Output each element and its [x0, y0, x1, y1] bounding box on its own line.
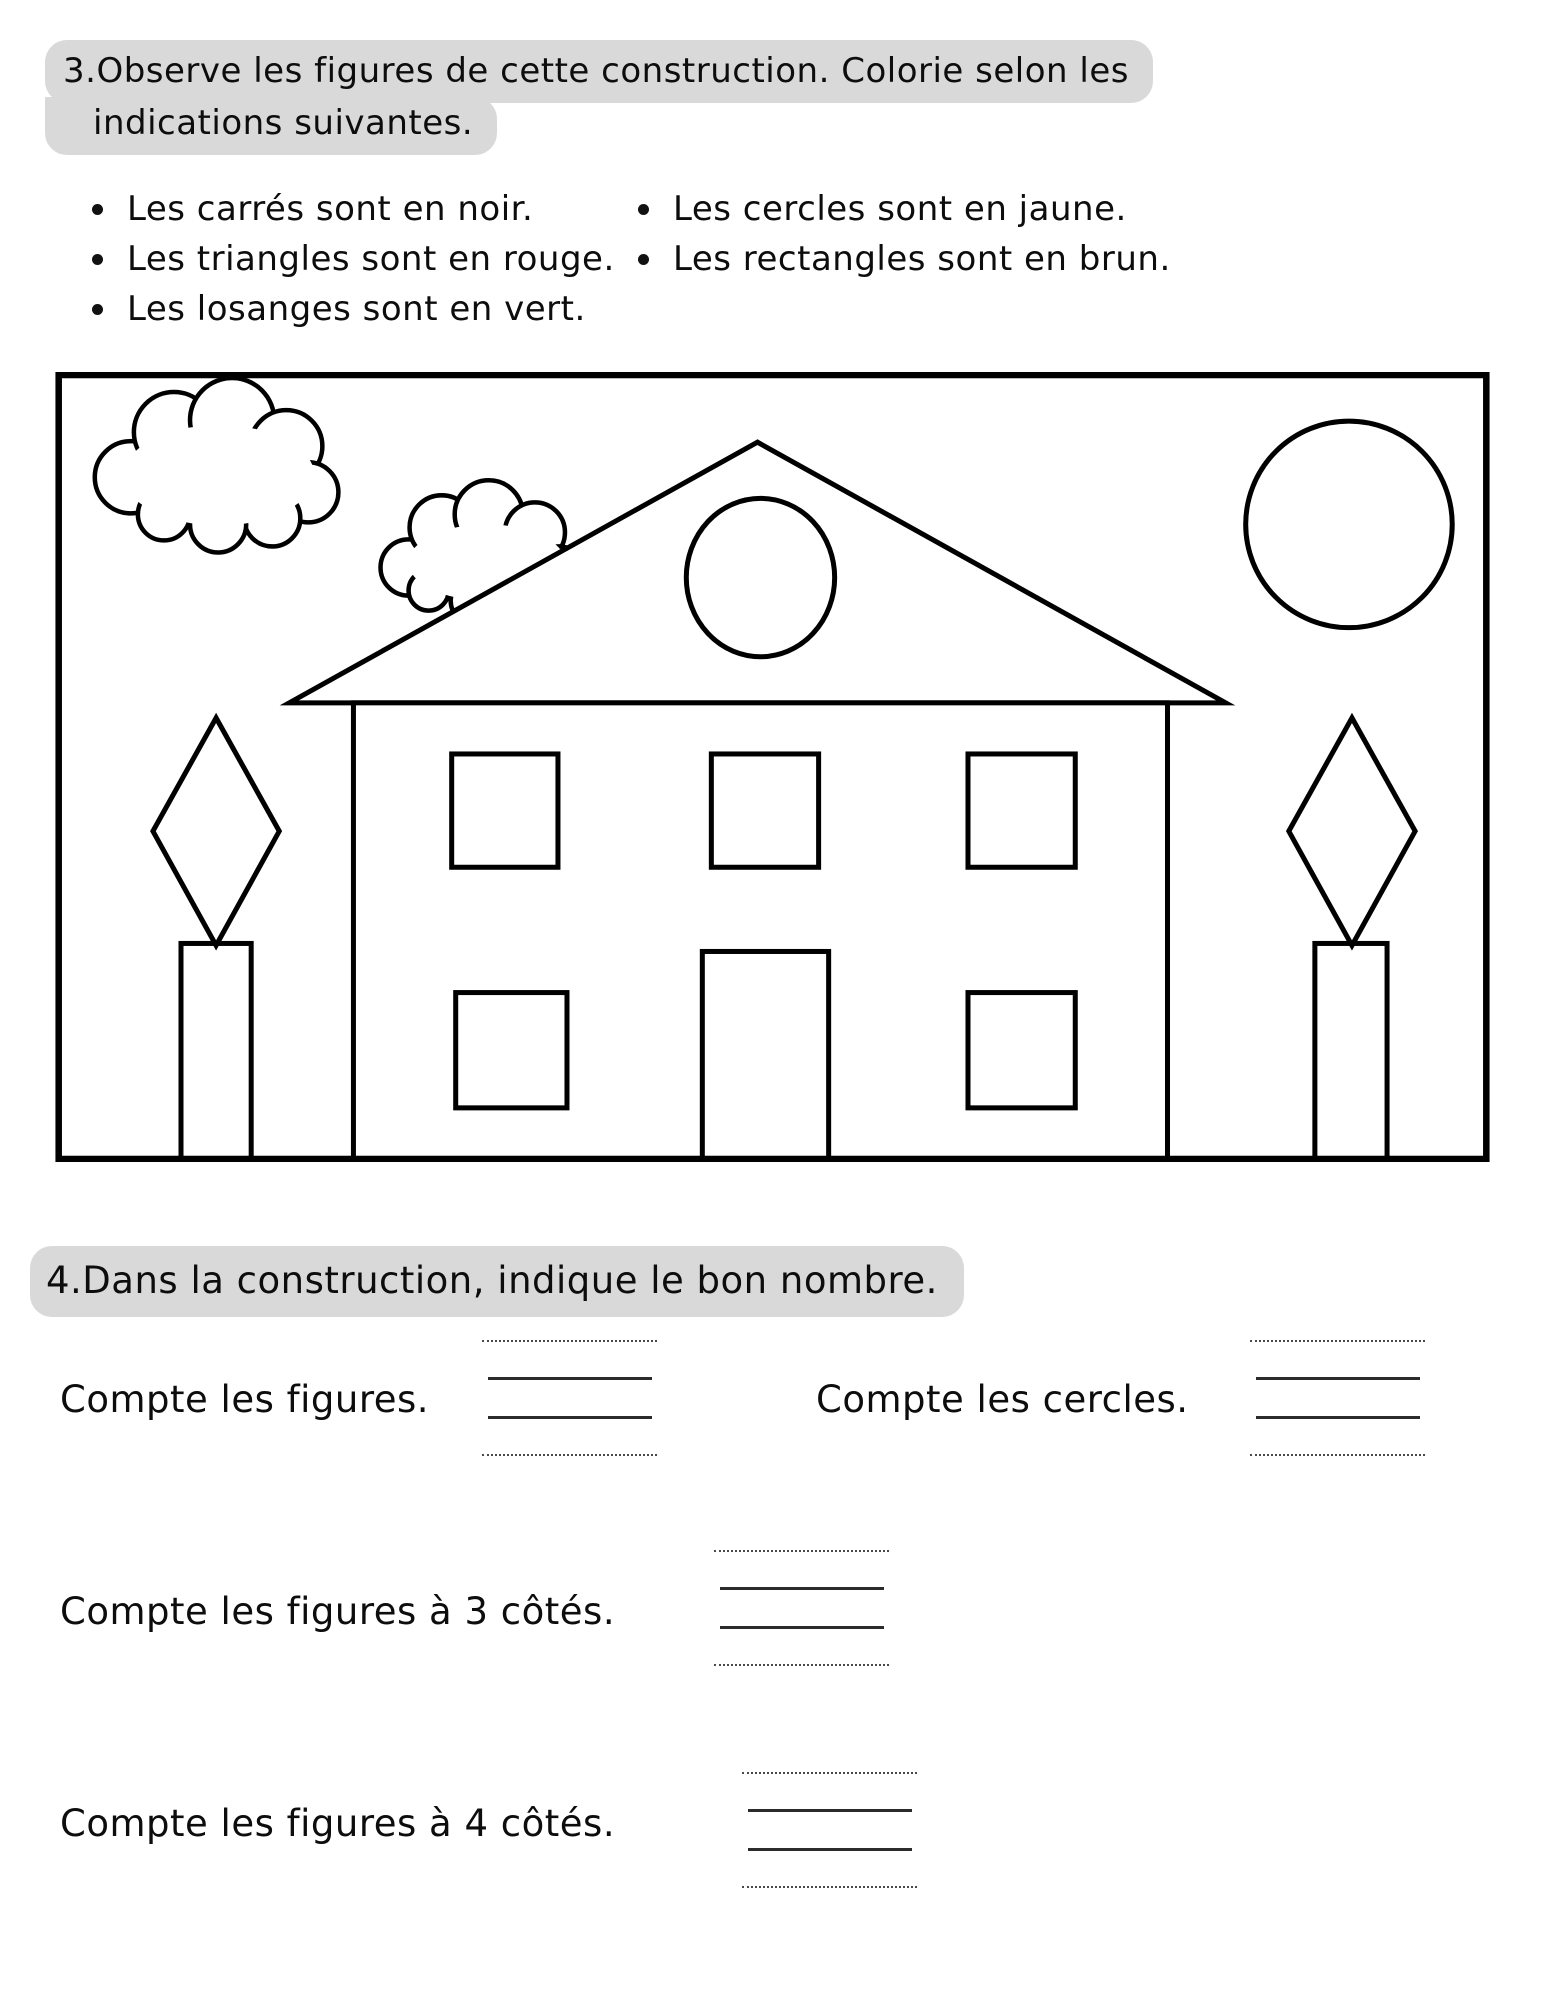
instruction-losanges	[92, 284, 615, 334]
color-instructions-left	[92, 184, 615, 334]
bullet-icon	[92, 304, 103, 315]
guide-line-solid	[1256, 1377, 1420, 1380]
window-square-top-left[interactable]	[452, 754, 558, 867]
guide-line-dotted	[742, 1772, 917, 1774]
bullet-icon	[92, 254, 103, 265]
guide-line-dotted	[482, 1454, 657, 1456]
guide-line-dotted	[742, 1886, 917, 1888]
guide-line-solid	[1256, 1416, 1420, 1419]
window-square-bottom-right[interactable]	[968, 993, 1075, 1108]
instruction-text: Les triangles sont en rouge.	[127, 239, 615, 279]
bullet-icon	[638, 204, 649, 215]
cloud-left	[95, 378, 339, 552]
tree-trunk-left-rectangle[interactable]	[181, 943, 251, 1159]
section3-heading-line1: 3.Observe les figures de cette construction. Colorie selon les	[45, 40, 1153, 103]
door-rectangle[interactable]	[702, 951, 828, 1159]
question-count-circles: Compte les cercles.	[816, 1378, 1189, 1421]
guide-line-dotted	[482, 1340, 657, 1342]
instruction-rectangles	[638, 234, 1171, 284]
losange-left[interactable]	[153, 718, 279, 946]
guide-line-solid	[488, 1377, 652, 1380]
tree-trunk-right-rectangle[interactable]	[1315, 943, 1387, 1159]
instruction-squares	[92, 184, 615, 234]
instruction-text: Les losanges sont en vert.	[127, 289, 586, 329]
bullet-icon	[92, 204, 103, 215]
answer-blank-circles[interactable]	[1250, 1340, 1425, 1456]
guide-line-solid	[748, 1809, 912, 1812]
instruction-circles	[638, 184, 1171, 234]
guide-line-solid	[720, 1587, 884, 1590]
guide-line-solid	[720, 1626, 884, 1629]
window-square-top-right[interactable]	[968, 754, 1075, 867]
guide-line-solid	[488, 1416, 652, 1419]
answer-blank-figures[interactable]	[482, 1340, 657, 1456]
instruction-text: Les rectangles sont en brun.	[673, 239, 1171, 279]
answer-blank-4-sides[interactable]	[742, 1772, 917, 1888]
instruction-text: Les cercles sont en jaune.	[673, 189, 1127, 229]
guide-line-dotted	[1250, 1454, 1425, 1456]
bullet-icon	[638, 254, 649, 265]
window-square-top-middle[interactable]	[711, 754, 818, 867]
color-instructions-right	[638, 184, 1171, 284]
losange-right[interactable]	[1289, 718, 1415, 946]
question-count-3-sides: Compte les figures à 3 côtés.	[60, 1590, 616, 1633]
roof-window-circle[interactable]	[686, 498, 834, 656]
guide-line-dotted	[714, 1550, 889, 1552]
instruction-text: Les carrés sont en noir.	[127, 189, 534, 229]
answer-blank-3-sides[interactable]	[714, 1550, 889, 1666]
section3-heading	[45, 40, 1153, 155]
window-square-bottom-left[interactable]	[456, 993, 567, 1108]
question-count-4-sides: Compte les figures à 4 côtés.	[60, 1802, 616, 1845]
guide-line-dotted	[1250, 1340, 1425, 1342]
construction-scene	[55, 372, 1490, 1162]
guide-line-solid	[748, 1848, 912, 1851]
section3-heading-line2: indications suivantes.	[45, 97, 497, 155]
instruction-triangles	[92, 234, 615, 284]
section4-heading	[30, 1246, 964, 1317]
section4-heading-text: 4.Dans la construction, indique le bon nombre.	[30, 1246, 964, 1317]
question-count-figures: Compte les figures.	[60, 1378, 430, 1421]
sun-circle[interactable]	[1246, 421, 1453, 628]
guide-line-dotted	[714, 1664, 889, 1666]
